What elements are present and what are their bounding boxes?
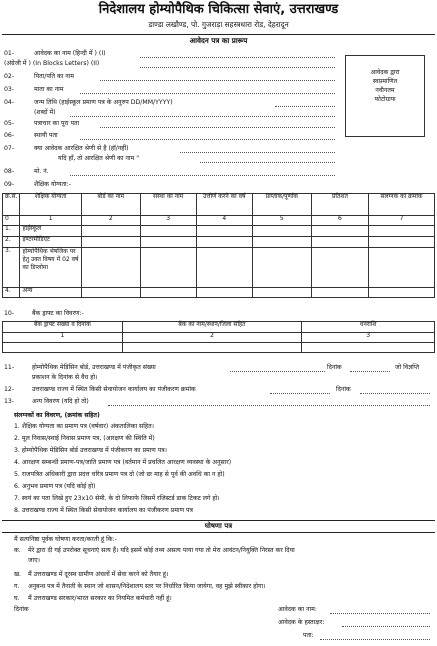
table-cell[interactable] — [369, 226, 435, 237]
declaration-point: मेरे द्वारा दी गई उपरोक्त सूचनाएं सत्य हैं। यदि इसमें कोई तथ्य असत्य पाया गया तो मेरा आवंटन/नियुक्ति निरस्त कर दिया — [28, 547, 295, 554]
table-cell[interactable] — [311, 288, 368, 298]
field-line-other[interactable] — [108, 405, 430, 406]
row-num: 4. — [3, 288, 20, 298]
field-line-name-english[interactable] — [140, 67, 335, 68]
field-label-mother: माता का नाम — [34, 86, 64, 93]
declaration-intro: मैं सत्यनिष्ठा पूर्वक घोषणा करता/करती हूं कि:- — [14, 536, 117, 543]
attachment-item: 3. होम्योपैथिक मेडिसिन बोर्ड उत्तराखण्ड में पंजीकरण का प्रमाण पत्र। — [14, 447, 167, 454]
table-cell[interactable] — [140, 288, 196, 298]
table-col-number: 2 — [81, 216, 140, 226]
declaration-point: अनुबन्ध पत्र में तैनाती के स्थान जो शासन/निदेशालय स्तर पर निर्धारित किया जायेगा, वह मुझे स्वीकार होगा। — [28, 583, 266, 590]
table-cell[interactable] — [140, 248, 196, 288]
table-col-number: 3 — [140, 216, 196, 226]
table-col-number: 1 — [3, 333, 123, 343]
field-line-reserved[interactable] — [180, 152, 335, 153]
table-col-number: 2 — [122, 333, 302, 343]
draft-table — [2, 321, 435, 353]
table-cell[interactable] — [196, 237, 252, 248]
field-label-postal-address: पत्राचार का पूरा पता — [34, 120, 80, 127]
table-header: संस्था का नाम — [140, 194, 196, 216]
item-end-text: जो विज्ञप्ति — [395, 364, 420, 371]
table-col-number: 4 — [196, 216, 252, 226]
field-line-dob[interactable] — [275, 106, 335, 107]
declaration-key: घ. — [14, 595, 20, 602]
item-text-validity: प्रकाशन के दिनांक से वैध हो। — [32, 374, 98, 381]
field-label-dob-words: (शब्दों में) — [34, 109, 56, 116]
row-label: होम्योपैथिक भेषजिक पर हेतु उक्त विषय में 02 वर्ष का डिप्लोमा — [20, 248, 81, 288]
table-cell[interactable] — [81, 237, 140, 248]
table-col-number: 1 — [20, 216, 81, 226]
row-label: इण्टरमीडिएट — [20, 237, 81, 248]
field-line-reserved-category[interactable] — [200, 162, 335, 163]
photo-line: स्वप्रमाणित — [372, 78, 398, 85]
table-col-number: 5 — [252, 216, 311, 226]
item-date-label: दिनांक — [336, 386, 351, 393]
item-text-employment: उत्तराखण्ड राज्य में स्थित किसी सेवायोजन कार्यालय का पंजीकरण क्रमांक — [32, 386, 196, 393]
table-header: धनराशि — [302, 322, 435, 333]
field-num: 04- — [4, 99, 15, 106]
table-col-number: 7 — [369, 216, 435, 226]
field-label-father: पिता/पति का नाम — [34, 73, 74, 80]
field-num: 09- — [4, 181, 15, 188]
attachment-item: 2. मूल निवास/स्थाई निवास प्रमाण पत्र, (आरक्षण की स्थिति में) — [14, 435, 155, 442]
table-header: प्राप्तांक/पूर्णांक — [252, 194, 311, 216]
table-cell[interactable] — [311, 237, 368, 248]
declaration-divider — [2, 520, 435, 521]
table-col-number: 6 — [311, 216, 368, 226]
table-cell[interactable] — [311, 248, 368, 288]
field-line-father[interactable] — [100, 80, 335, 81]
table-header: उत्तीर्ण करने का वर्ष — [196, 194, 252, 216]
table-cell[interactable] — [252, 248, 311, 288]
field-line-address[interactable] — [320, 639, 430, 640]
table-cell[interactable] — [140, 226, 196, 237]
header-divider — [2, 34, 435, 35]
field-line-employment[interactable] — [270, 393, 330, 394]
declaration-key: ख. — [14, 571, 22, 578]
table-cell[interactable] — [252, 288, 311, 298]
table-header: संलग्नक का क्रमांक — [369, 194, 435, 216]
table-row — [3, 343, 435, 353]
table-header: बैंक का नाम/स्थान/जिला सहित — [122, 322, 302, 333]
table-header-row — [3, 322, 435, 333]
sign-label-name: आवेदक का नाम: — [278, 606, 317, 613]
photo-line: नवीनतम — [375, 87, 395, 94]
sign-label-signature: आवेदक के हस्ताक्षर: — [278, 619, 325, 626]
row-label: हाईस्कूल — [20, 226, 81, 237]
table-header: शैक्षिक योग्यता — [20, 194, 81, 216]
field-label-name-hindi: आवेदक का नाम (हिन्दी में ) (I) — [34, 50, 106, 57]
table-row — [3, 288, 435, 298]
attachment-item: 1. शैक्षिक योग्यता का प्रमाण पत्र (वर्षवार) अंकतालिका सहित। — [14, 423, 154, 430]
field-line-name-hindi[interactable] — [140, 57, 335, 58]
row-num: 3. — [3, 248, 20, 288]
sign-label-address: पता: — [303, 632, 314, 639]
table-cell[interactable] — [302, 343, 435, 353]
draft-num: 10- — [4, 310, 15, 317]
field-line-dob-words[interactable] — [70, 116, 335, 117]
table-cell[interactable] — [252, 237, 311, 248]
row-num: 1. — [3, 226, 20, 237]
table-row — [3, 237, 435, 248]
field-line-mother[interactable] — [80, 93, 335, 94]
table-col-number: 0 — [3, 216, 20, 226]
table-cell[interactable] — [369, 288, 435, 298]
table-cell[interactable] — [196, 226, 252, 237]
field-label-reserved: क्या आवेदक आरक्षित श्रेणी से है (हॉ/नहीं) — [34, 145, 129, 152]
table-cell[interactable] — [81, 226, 140, 237]
field-num: 07- — [4, 145, 15, 152]
table-row — [3, 226, 435, 237]
field-num: 05- — [4, 120, 15, 127]
attachments-title: संलग्नकों का विवरण, (क्रमांक सहित) — [14, 412, 100, 419]
table-cell[interactable] — [311, 226, 368, 237]
table-number-row — [3, 333, 435, 343]
field-line-applicant-name[interactable] — [330, 613, 430, 614]
field-num: 01- — [4, 50, 15, 57]
field-num: 08- — [4, 168, 15, 175]
attachment-item: 8. उत्तराखण्ड राज्य में स्थित किसी सेवायोजन कार्यालय का पंजीकरण प्रमाण पत्र — [14, 507, 193, 514]
item-num: 11- — [4, 364, 15, 371]
office-address: डाण्डा लखौण्ड, पो. गुजराड़ा सहस्त्रधारा रोड, देहरादून — [148, 20, 289, 29]
table-cell[interactable] — [369, 248, 435, 288]
table-number-row — [3, 216, 435, 226]
field-num: 06- — [4, 132, 15, 139]
table-header: प्रतिशत — [311, 194, 368, 216]
declaration-date-label: दिनांक — [14, 606, 29, 613]
table-header: बैंक ड्राफ्ट संख्या व दिनांक — [3, 322, 123, 333]
declaration-point: जाए। — [28, 557, 40, 564]
field-num: 02- — [4, 73, 15, 80]
draft-label: बैंक ड्राफ्ट का विवरण:- — [32, 310, 84, 317]
field-label-reserved-category: यदि हाँ, तो आरक्षित श्रेणी का नाम " — [58, 155, 140, 162]
table-header-row — [3, 194, 435, 216]
declaration-key: क. — [14, 547, 21, 554]
declaration-point: मैं उत्तराखण्ड में दूरस्थ ग्रामीण अंचलों में सेवा करने को तैयार हूं। — [28, 571, 169, 578]
table-header: बोर्ड का नाम — [81, 194, 140, 216]
field-line-registration[interactable] — [230, 371, 325, 372]
field-line-mobile[interactable] — [70, 175, 335, 176]
attachment-item: 6. अनुभव प्रमाण पत्र (यदि कोई हो) — [14, 483, 96, 490]
photo-box — [345, 55, 425, 137]
attachment-item: 5. राजपत्रित अधिकारी द्वारा प्रदत्त चरित्र प्रमाण पत्र दो (जो छः माह से पूर्व की अवधि का न हो) — [14, 471, 225, 478]
declaration-key: ग. — [14, 583, 20, 590]
office-title: निदेशालय होम्योपैथिक चिकित्सा सेवाएं, उत्तराखण्ड — [98, 2, 339, 17]
table-cell[interactable] — [196, 288, 252, 298]
table-cell[interactable] — [196, 248, 252, 288]
photo-line: फोटोग्राफ — [374, 96, 396, 103]
table-cell[interactable] — [122, 343, 302, 353]
item-num: 12- — [4, 386, 15, 393]
form-title: आवेदन पत्र का प्रारूप — [189, 36, 248, 45]
table-cell[interactable] — [3, 343, 123, 353]
table-cell[interactable] — [81, 248, 140, 288]
table-cell[interactable] — [369, 237, 435, 248]
photo-line: आवेदक द्वारा — [370, 69, 400, 76]
field-label-name-english: (अंग्रेजी में ) (In Blocks Letters) (II) — [4, 60, 100, 67]
attachment-item: 7. स्वयं का पता लिखे हुए 23x10 सेमी. के दो लिफाफे जिसमें रजिस्टर्ड डाक टिकट लगे हो। — [14, 495, 220, 502]
table-cell[interactable] — [81, 288, 140, 298]
field-label-dob: जन्म तिथि (हाईस्कूल प्रमाण पत्र के अनुरुप DD/MM/YYYY) — [34, 99, 173, 106]
item-text-registration: होम्योपैथिक मेडिसिन बोर्ड, उत्तराखण्ड में पंजीकृत संख्या — [32, 364, 156, 371]
field-line-employment-date[interactable] — [360, 393, 430, 394]
row-num: 2. — [3, 237, 20, 248]
item-num: 13- — [4, 398, 15, 405]
table-row — [3, 248, 435, 288]
table-header: क्र.सं. — [3, 194, 20, 216]
row-label: अन्य — [20, 288, 81, 298]
field-line-signature[interactable] — [342, 626, 430, 627]
field-num: 03- — [4, 86, 15, 93]
field-label-education: शैक्षिक योग्यता:- — [34, 181, 71, 188]
declaration-point: मैं उत्तराखण्ड सरकार/भारत सरकार का नियमित कर्मचारी नहीं हूं। — [28, 595, 172, 602]
field-line-registration-date[interactable] — [350, 371, 390, 372]
education-table — [2, 193, 435, 298]
table-col-number: 3 — [302, 333, 435, 343]
field-line-permanent-address[interactable] — [80, 139, 335, 140]
declaration-divider — [2, 532, 435, 533]
field-line-postal-address[interactable] — [100, 127, 335, 128]
table-cell[interactable] — [140, 237, 196, 248]
item-text-other: अन्य विवरण (यदि हो तो) — [32, 398, 89, 405]
table-cell[interactable] — [252, 226, 311, 237]
field-label-permanent-address: स्थायी पता — [34, 132, 58, 139]
field-label-mobile: मो. नं. — [34, 168, 49, 175]
attachment-item: 4. आरक्षण सम्बन्धी प्रमाण-पत्र/जाति प्रमाण पत्र (वर्तमान में प्रचलित आरक्षण व्यवस्था के अनुसार) — [14, 459, 232, 466]
declaration-title: घोषणा पत्र — [204, 522, 233, 530]
item-date-label: दिनांक — [327, 364, 342, 371]
